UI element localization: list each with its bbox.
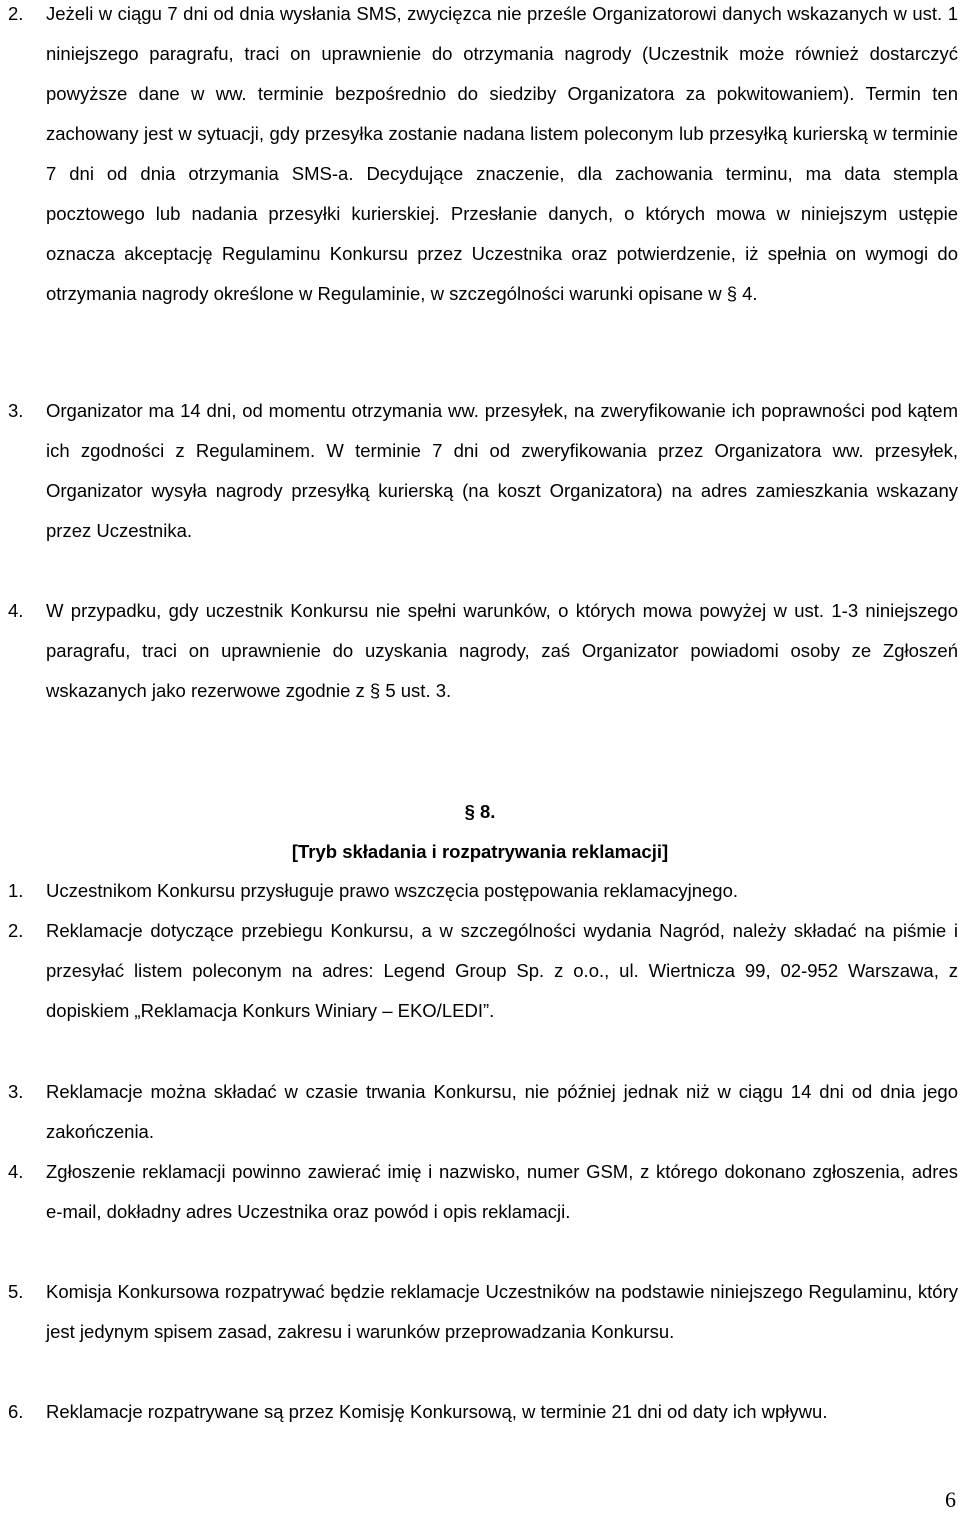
list-item (8, 1072, 958, 1152)
section-title: [Tryb składania i rozpatrywania reklamacji] (291, 841, 669, 862)
item-text: Jeżeli w ciągu 7 dni od dnia wysłania SMS, zwycięzca nie prześle Organizatorowi danych wskazanych w ust. 1 niniejszego paragrafu, traci on uprawnienie do otrzymania nagrody (Uczestnik może również dostarczyć powyższe dane w ww. terminie bezpośrednio do siedziby Organizatora za pokwitowaniem). Termin ten zachowany jest w sytuacji, gdy przesyłka zostanie nadana listem poleconym lub przesyłką kurierską w terminie 7 dni od dnia otrzymania SMS-a. Decydujące znaczenie, dla zachowania terminu, ma data stempla pocztowego lub nadania przesyłki kurierskiej. Przesłanie danych, o których mowa w niniejszym ustępie oznacza akceptację Regulaminu Konkursu przez Uczestnika oraz potwierdzenie, iż spełnia on wymogi do otrzymania nagrody określone w Regulaminie, w szczególności warunki opisane w § 4. (46, 3, 958, 304)
item-number: 2. (8, 920, 24, 941)
item-text: Organizator ma 14 dni, od momentu otrzymania ww. przesyłek, na zweryfikowanie ich poprawności pod kątem ich zgodności z Regulaminem. W terminie 7 dni od zweryfikowania przez Organizatora ww. przesyłek, Organizator wysyła nagrody przesyłką kurierską (na koszt Organizatora) na adres zamieszkania wskazany przez Uczestnika. (46, 400, 958, 541)
item-number: 3. (8, 400, 24, 421)
item-text: Zgłoszenie reklamacji powinno zawierać imię i nazwisko, numer GSM, z którego dokonano zgłoszenia, adres e-mail, dokładny adres Uczestnika oraz powód i opis reklamacji. (46, 1161, 958, 1222)
item-text: Reklamacje dotyczące przebiegu Konkursu, a w szczególności wydania Nagród, należy składać na piśmie i przesyłać listem poleconym na adres: Legend Group Sp. z o.o., ul. Wiertnicza 99, 02-952 Warszawa, z dopiskiem „Reklamacja Konkurs Winiary – EKO/LEDI”. (46, 920, 958, 1021)
list-item (8, 0, 958, 314)
list-item (8, 391, 958, 551)
item-text: Reklamacje rozpatrywane są przez Komisję Konkursową, w terminie 21 dni od daty ich wpływu. (46, 1401, 828, 1422)
item-number: 6. (8, 1401, 24, 1422)
list-item (8, 871, 958, 911)
item-number: 1. (8, 880, 24, 901)
section-number: § 8. (464, 801, 496, 822)
item-text: W przypadku, gdy uczestnik Konkursu nie spełni warunków, o których mowa powyżej w ust. 1-3 niniejszego paragrafu, traci on uprawnienie do uzyskania nagrody, zaś Organizator powiadomi osoby ze Zgłoszeń wskazanych jako rezerwowe zgodnie z § 5 ust. 3. (46, 600, 958, 701)
item-number: 5. (8, 1281, 24, 1302)
list-item (8, 591, 958, 711)
list-item (8, 911, 958, 1031)
list-item (8, 1152, 958, 1232)
item-text: Komisja Konkursowa rozpatrywać będzie reklamacje Uczestników na podstawie niniejszego Regulaminu, który jest jedynym spisem zasad, zakresu i warunków przeprowadzania Konkursu. (46, 1281, 958, 1342)
item-number: 3. (8, 1081, 24, 1102)
list-item (8, 1392, 958, 1432)
item-text: Reklamacje można składać w czasie trwania Konkursu, nie później jednak niż w ciągu 14 dni od dnia jego zakończenia. (46, 1081, 958, 1142)
item-number: 4. (8, 600, 24, 621)
list-item (8, 1272, 958, 1352)
item-text: Uczestnikom Konkursu przysługuje prawo wszczęcia postępowania reklamacyjnego. (46, 880, 739, 901)
item-number: 2. (8, 3, 24, 24)
page-number: 6 (945, 1487, 956, 1512)
item-number: 4. (8, 1161, 24, 1182)
